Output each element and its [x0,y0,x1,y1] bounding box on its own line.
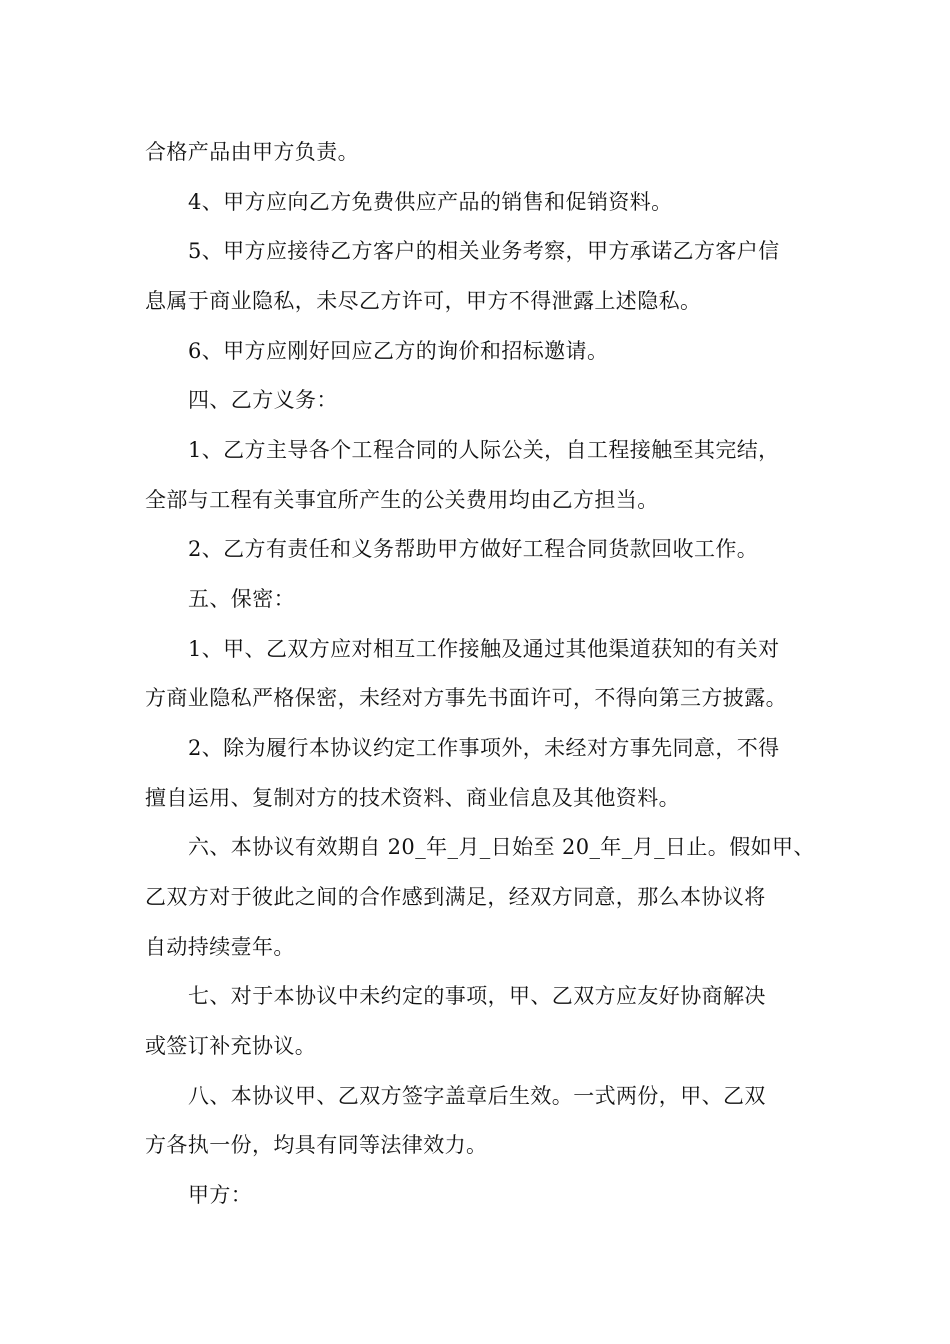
text-line-19: 或签订补充协议。 [145,1034,317,1058]
text-line-2: 4、甲方应向乙方免费供应产品的销售和促销资料。 [188,190,673,214]
section-heading-5: 五、保密： [188,587,295,611]
text-line-4: 息属于商业隐私，未尽乙方许可，甲方不得泄露上述隐私。 [145,289,702,313]
text-line-20: 八、本协议甲、乙双方签字盖章后生效。一式两份，甲、乙双 [188,1084,766,1108]
section-heading-4: 四、乙方义务： [188,388,338,412]
text-line-3: 5、甲方应接待乙方客户的相关业务考察，甲方承诺乙方客户信 [188,239,780,263]
text-line-21: 方各执一份，均具有同等法律效力。 [145,1133,488,1157]
text-line-13: 2、除为履行本协议约定工作事项外，未经对方事先同意，不得 [188,736,780,760]
party-a-label: 甲方： [188,1183,253,1207]
text-line-14: 擅自运用、复制对方的技术资料、商业信息及其他资料。 [145,786,680,810]
text-line-5: 6、甲方应刚好回应乙方的询价和招标邀请。 [188,339,609,363]
text-line-1: 合格产品由甲方负责。 [145,140,359,164]
text-line-7: 1、乙方主导各个工程合同的人际公关，自工程接触至其完结， [188,438,780,462]
text-line-11: 1、甲、乙双方应对相互工作接触及通过其他渠道获知的有关对 [188,637,780,661]
text-line-9: 2、乙方有责任和义务帮助甲方做好工程合同货款回收工作。 [188,537,759,561]
text-line-12: 方商业隐私严格保密，未经对方事先书面许可，不得向第三方披露。 [145,686,787,710]
text-line-17: 自动持续壹年。 [145,935,295,959]
text-line-8: 全部与工程有关事宜所产生的公关费用均由乙方担当。 [145,488,659,512]
text-line-16: 乙双方对于彼此之间的合作感到满足，经双方同意，那么本协议将 [145,885,766,909]
text-line-18: 七、对于本协议中未约定的事项，甲、乙双方应友好协商解决 [188,984,766,1008]
text-line-15: 六、本协议有效期自 20_年_月_日始至 20_年_月_日止。假如甲、 [188,835,815,859]
